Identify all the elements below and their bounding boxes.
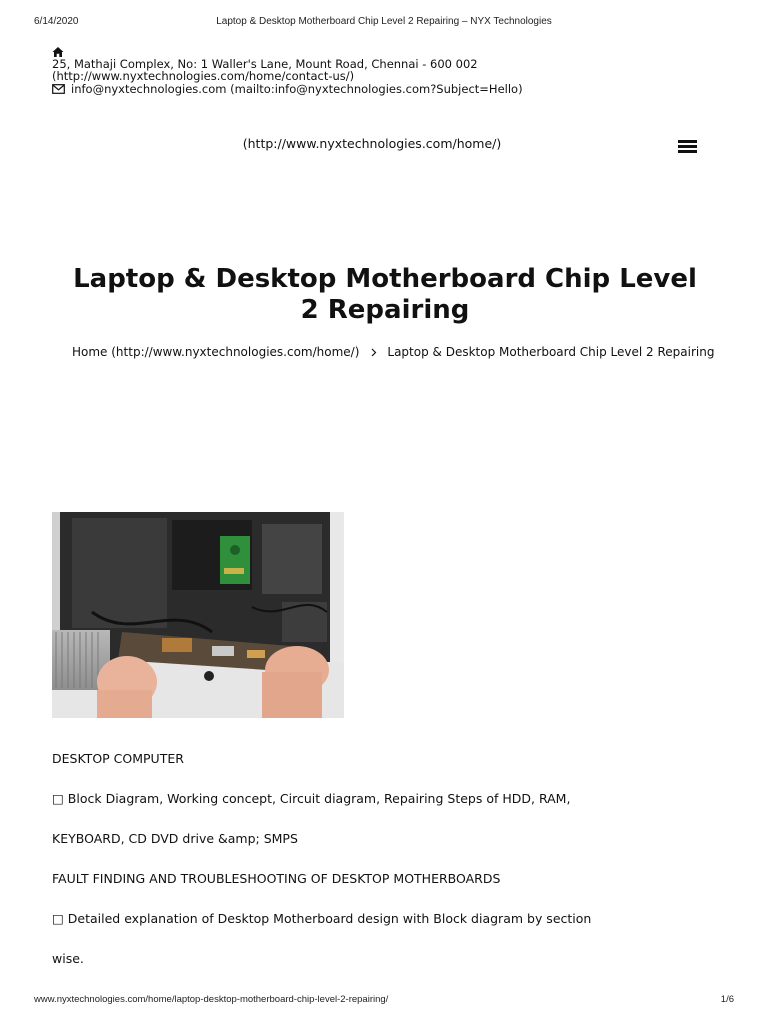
chevron-right-icon (371, 348, 377, 357)
print-footer (0, 994, 768, 1008)
content-paragraph: KEYBOARD, CD DVD drive &amp; SMPS (52, 831, 298, 846)
menu-bar (678, 145, 697, 148)
content-paragraph: DESKTOP COMPUTER (52, 751, 184, 766)
imac-repair-photo (52, 512, 344, 718)
address-link[interactable]: (http://www.nyxtechnologies.com/home/contact-us/) (52, 69, 355, 83)
article-content (52, 751, 692, 991)
breadcrumb-current: Laptop & Desktop Motherboard Chip Level 2 Repairing (387, 345, 715, 359)
print-date: 6/14/2020 (34, 16, 79, 27)
print-title: Laptop & Desktop Motherboard Chip Level 2 Repairing – NYX Technologies (216, 16, 552, 27)
menu-bar (678, 140, 697, 143)
content-paragraph: □ Block Diagram, Working concept, Circuit diagram, Repairing Steps of HDD, RAM, (52, 791, 571, 806)
email-link[interactable]: info@nyxtechnologies.com (mailto:info@nyxtechnologies.com?Subject=Hello) (71, 82, 523, 96)
page-title: Laptop & Desktop Motherboard Chip Level 2 Repairing (73, 264, 697, 325)
content-paragraph: wise. (52, 951, 84, 966)
page-number: 1/6 (720, 994, 734, 1005)
breadcrumb-home-link[interactable]: Home (http://www.nyxtechnologies.com/home/) (72, 345, 360, 359)
content-paragraph: □ Detailed explanation of Desktop Motherboard design with Block diagram by section (52, 911, 592, 926)
address-text: 25, Mathaji Complex, No: 1 Waller's Lane, Mount Road, Chennai - 600 002 (52, 57, 478, 71)
print-url: www.nyxtechnologies.com/home/laptop-desktop-motherboard-chip-level-2-repairing/ (34, 994, 389, 1005)
site-logo-link[interactable]: (http://www.nyxtechnologies.com/home/) (242, 136, 502, 151)
contact-info (52, 46, 523, 95)
print-header (0, 16, 768, 30)
hamburger-menu-icon[interactable] (678, 139, 698, 154)
content-paragraph: FAULT FINDING AND TROUBLESHOOTING OF DESKTOP MOTHERBOARDS (52, 871, 501, 886)
menu-bar (678, 150, 697, 153)
breadcrumb (72, 345, 714, 359)
envelope-icon (52, 84, 65, 94)
email-row[interactable] (52, 83, 523, 95)
hero-image (52, 512, 344, 718)
